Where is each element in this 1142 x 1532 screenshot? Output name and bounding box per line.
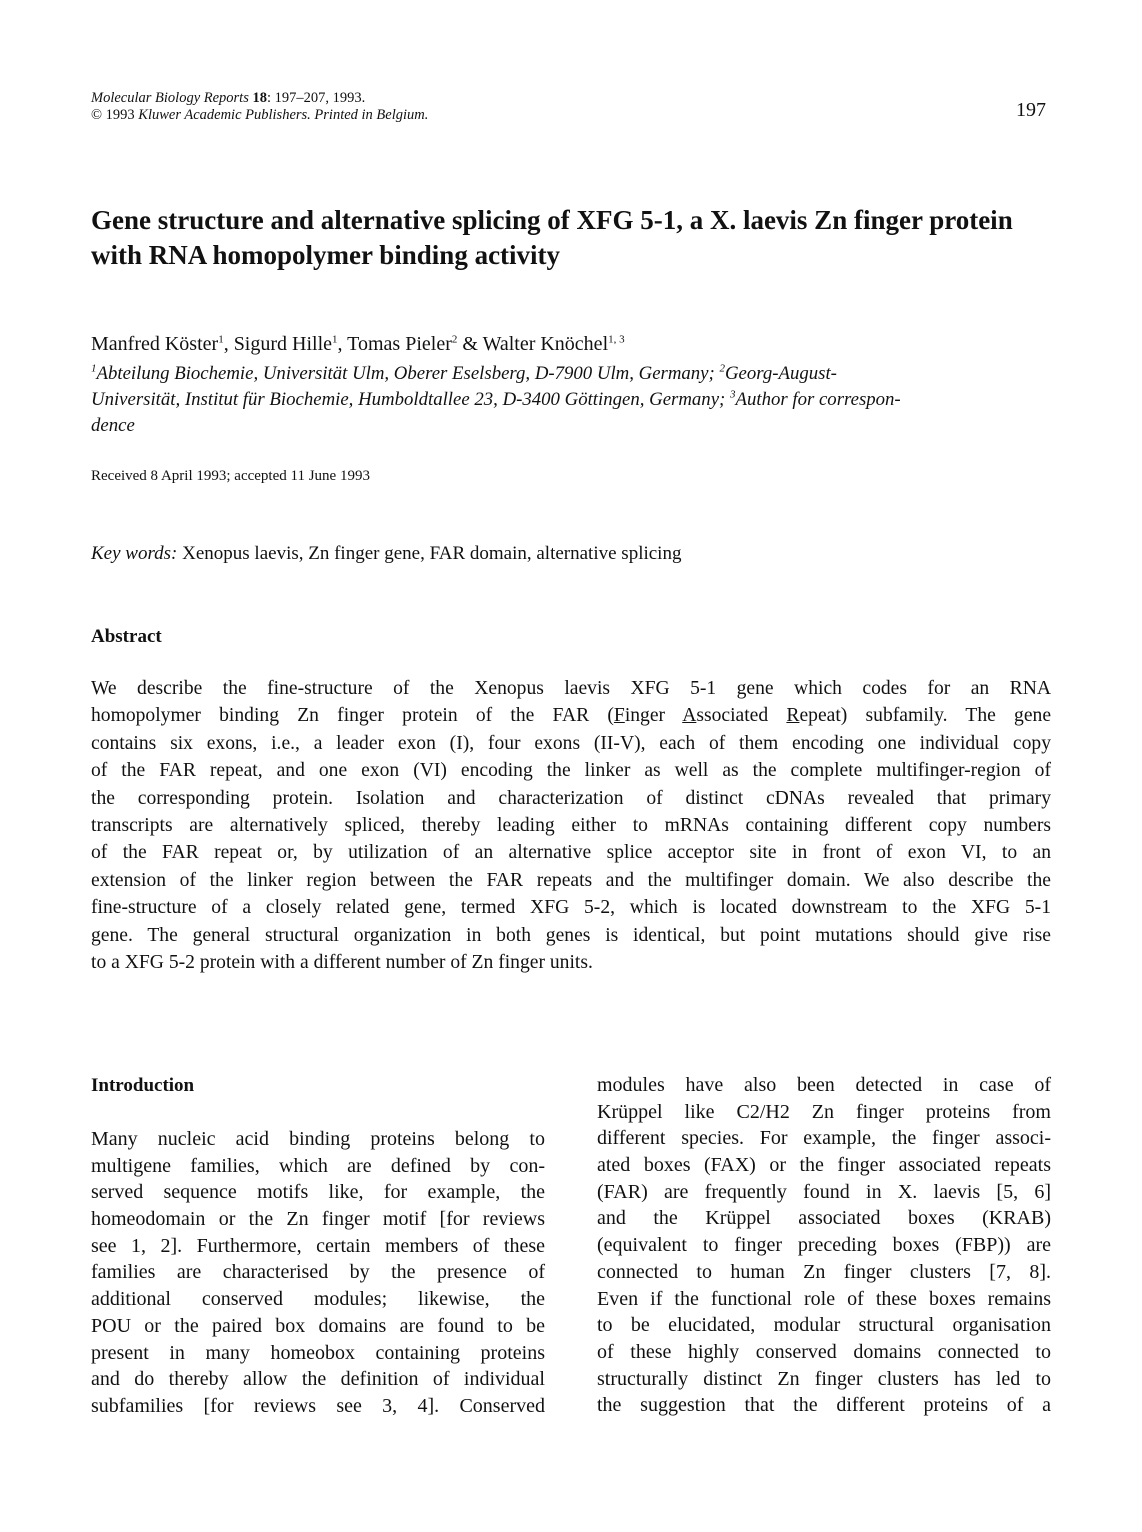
abstract-text: epeat) subfamily. The gene xyxy=(799,705,1052,727)
abstract-text: inger xyxy=(624,705,683,727)
body-line: Krüppel like C2/H2 Zn finger proteins from xyxy=(597,1100,1051,1123)
body-line: to be elucidated, modular structural organisation xyxy=(597,1314,1051,1337)
page-number: 197 xyxy=(1016,99,1046,121)
body-line: Even if the functional role of these boxes remains xyxy=(597,1287,1051,1310)
introduction-left-column xyxy=(91,1126,545,1420)
abstract-text: ssociated xyxy=(696,705,787,727)
body-line: homeodomain or the Zn finger motif [for reviews xyxy=(91,1208,545,1231)
body-line: ated boxes (FAX) or the finger associated repeats xyxy=(597,1154,1051,1177)
publisher: Kluwer Academic Publishers. Printed in Belgium. xyxy=(138,107,429,123)
affiliation-line xyxy=(91,387,1051,413)
journal-name: Molecular Biology Reports xyxy=(91,90,249,106)
abstract-line: transcripts are alternatively spliced, thereby leading either to mRNAs containing different copy numbers xyxy=(91,814,1051,836)
body-line: of these highly conserved domains connected to xyxy=(597,1340,1051,1363)
acronym-letter: A xyxy=(682,705,697,727)
abstract-line: of the FAR repeat, and one exon (VI) encoding the linker as well as the complete multifinger-region of xyxy=(91,760,1051,782)
body-line: additional conserved modules; likewise, the xyxy=(91,1288,545,1311)
author-name: Walter Knöchel xyxy=(482,333,609,355)
copyright-mark: © 1993 xyxy=(91,107,135,123)
journal-volume: 18 xyxy=(252,90,267,106)
author-list xyxy=(91,332,1051,356)
body-line: Many nucleic acid binding proteins belong to xyxy=(91,1128,545,1150)
body-line: subfamilies [for reviews see 3, 4]. Conserved xyxy=(91,1394,545,1417)
body-line: structurally distinct Zn finger clusters has led to xyxy=(597,1367,1051,1390)
body-line: POU or the paired box domains are found to be xyxy=(91,1314,545,1337)
abstract-line: the corresponding protein. Isolation and characterization of distinct cDNAs revealed that primary xyxy=(91,787,1051,809)
abstract-line: contains six exons, i.e., a leader exon (I), four exons (II-V), each of them encoding one individual copy xyxy=(91,732,1051,754)
body-line: served sequence motifs like, for example, the xyxy=(91,1181,545,1204)
abstract-line: We describe the fine-structure of the Xenopus laevis XFG 5-1 gene which codes for an RNA xyxy=(91,678,1051,699)
body-line: the suggestion that the different proteins of a xyxy=(597,1394,1051,1417)
affiliation-mark: 2 xyxy=(719,362,725,375)
abstract-line: to a XFG 5-2 protein with a different number of Zn finger units. xyxy=(91,951,593,973)
affiliation-line xyxy=(91,361,1051,387)
affiliation-mark: 3 xyxy=(729,388,736,401)
affiliation-mark: 1 xyxy=(91,362,97,375)
body-line: connected to human Zn finger clusters [7, 8]. xyxy=(597,1260,1051,1283)
author-affiliation-mark: 1 xyxy=(332,333,338,346)
citation-line xyxy=(91,90,1041,107)
body-line: multigene families, which are defined by con- xyxy=(91,1154,545,1177)
article-title: Gene structure and alternative splicing of XFG 5-1, a X. laevis Zn finger protein with RNA homopolymer binding activity xyxy=(91,205,1013,270)
body-line: families are characterised by the presence of xyxy=(91,1261,545,1284)
body-line: and the Krüppel associated boxes (KRAB) xyxy=(597,1207,1051,1230)
acronym-letter: R xyxy=(786,705,800,727)
body-line: different species. For example, the finger associ- xyxy=(597,1127,1051,1150)
author-name: Sigurd Hille xyxy=(233,333,333,355)
author-separator: , xyxy=(223,333,234,355)
keywords-text: Xenopus laevis, Zn finger gene, FAR domain, alternative splicing xyxy=(177,543,682,564)
body-line: (equivalent to finger preceding boxes (FBP)) are xyxy=(597,1234,1051,1257)
author-separator: & xyxy=(457,333,483,355)
abstract-line: gene. The general structural organization in both genes is identical, but point mutations should give rise xyxy=(91,924,1051,946)
keywords-label: Key words: xyxy=(91,543,178,564)
body-line: present in many homeobox containing proteins xyxy=(91,1341,545,1364)
author-name: Manfred Köster xyxy=(91,333,219,355)
body-line: and do thereby allow the definition of individual xyxy=(91,1368,545,1391)
body-line: modules have also been detected in case of xyxy=(597,1074,1051,1096)
affiliation-text: Georg-August- xyxy=(724,363,837,384)
affiliation-text: dence xyxy=(91,415,135,436)
received-accepted-dates: Received 8 April 1993; accepted 11 June 1993 xyxy=(91,468,370,484)
abstract-line: fine-structure of a closely related gene, termed XFG 5-2, which is located downstream to the XFG 5-1 xyxy=(91,897,1051,919)
author-separator: , xyxy=(337,333,348,355)
introduction-right-column xyxy=(597,1072,1051,1419)
affiliations xyxy=(91,361,1051,439)
author-affiliation-mark: 1, 3 xyxy=(608,333,625,346)
abstract-line: of the FAR repeat or, by utilization of an alternative splice acceptor site in front of exon VI, to an xyxy=(91,842,1051,864)
abstract-line xyxy=(91,702,1051,729)
author-name: Tomas Pieler xyxy=(347,333,452,355)
affiliation-text: Universität, Institut für Biochemie, Humboldtallee 23, D-3400 Göttingen, Germany; xyxy=(91,389,730,410)
author-affiliation-mark: 1 xyxy=(218,333,224,346)
journal-header xyxy=(91,90,1041,124)
keywords xyxy=(91,542,681,566)
body-line: (FAR) are frequently found in X. laevis [5, 6] xyxy=(597,1180,1051,1203)
abstract-text: homopolymer binding Zn finger protein of the FAR ( xyxy=(91,705,614,727)
abstract-body xyxy=(91,675,1051,976)
author-affiliation-mark: 2 xyxy=(451,333,458,346)
journal-pages-year: : 197–207, 1993. xyxy=(266,90,366,106)
abstract-line: extension of the linker region between the FAR repeats and the multifinger domain. We also describe the xyxy=(91,869,1051,891)
acronym-letter: F xyxy=(613,705,625,727)
affiliation-text: Author for correspon- xyxy=(735,389,901,410)
affiliation-text: Abteilung Biochemie, Universität Ulm, Oberer Eselsberg, D-7900 Ulm, Germany; xyxy=(96,363,720,384)
copyright-line xyxy=(91,107,1041,124)
body-line: see 1, 2]. Furthermore, certain members of these xyxy=(91,1234,545,1257)
abstract-heading: Abstract xyxy=(91,626,162,647)
affiliation-line xyxy=(91,413,1051,439)
introduction-heading: Introduction xyxy=(91,1075,195,1096)
